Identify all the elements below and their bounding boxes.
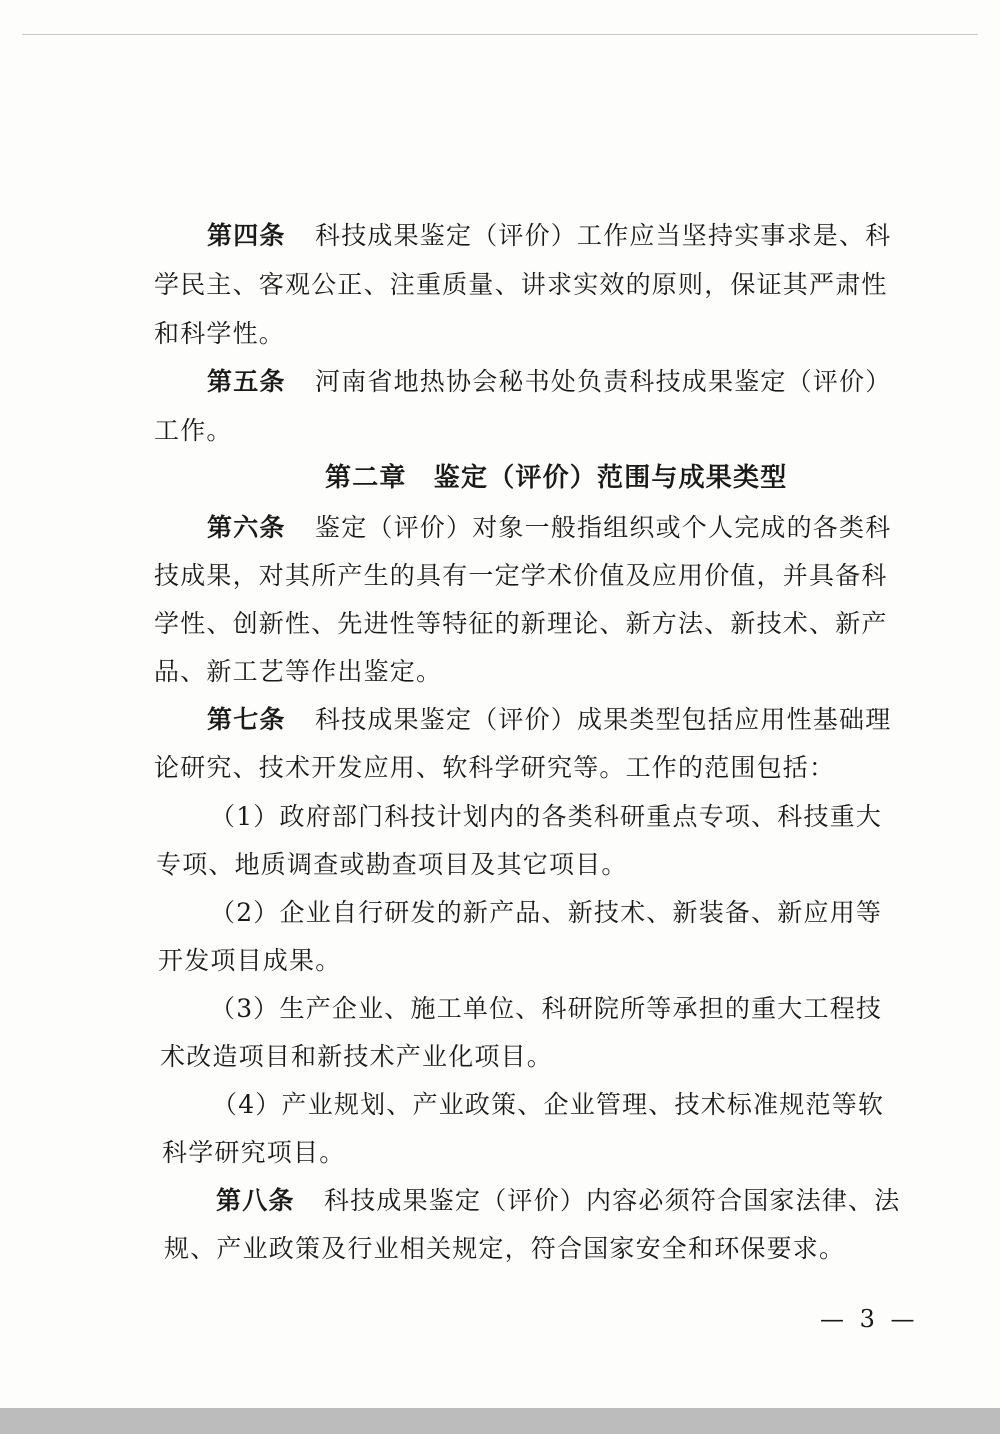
article-6-line-3: 学性、创新性、先进性等特征的新理论、新方法、新技术、新产: [154, 609, 888, 638]
article-7-line-1: 科技成果鉴定（评价）成果类型包括应用性基础理: [315, 705, 892, 734]
article-7-item-4-line-1: （4）产业规划、产业政策、企业管理、技术标准规范等软: [212, 1090, 885, 1119]
article-6-label: 第六条: [207, 513, 286, 542]
page-number: — 3 —: [820, 1305, 919, 1333]
article-8-line-2: 规、产业政策及行业相关规定，符合国家安全和环保要求。: [164, 1234, 846, 1263]
chapter-2-heading: 第二章 鉴定（评价）范围与成果类型: [325, 463, 788, 493]
article-5-line-2: 工作。: [154, 416, 233, 445]
article-7-item-2-line-1: （2）企业自行研发的新产品、新技术、新装备、新应用等: [210, 898, 883, 927]
article-8-label: 第八条: [216, 1186, 295, 1215]
article-7-item-1-line-1: （1）政府部门科技计划内的各类科研重点专项、科技重大: [210, 802, 883, 831]
article-6-line-4: 品、新工艺等作出鉴定。: [154, 657, 443, 686]
article-7-item-3-line-1: （3）生产企业、施工单位、科研院所等承担的重大工程技: [210, 994, 883, 1023]
article-4-line-2: 学民主、客观公正、注重质量、讲求实效的原则，保证其严肃性: [154, 270, 888, 299]
article-7-item-3-line-2: 术改造项目和新技术产业化项目。: [160, 1042, 554, 1071]
article-5-label: 第五条: [207, 367, 286, 396]
article-7-item-2-line-2: 开发项目成果。: [158, 946, 342, 975]
article-5-line-1: 河南省地热协会秘书处负责科技成果鉴定（评价）: [315, 367, 892, 396]
article-4-label: 第四条: [207, 221, 286, 250]
article-6-line-1: 鉴定（评价）对象一般指组织或个人完成的各类科: [315, 513, 892, 542]
article-4-line-1: 科技成果鉴定（评价）工作应当坚持实事求是、科: [315, 221, 892, 250]
article-7-item-4-line-2: 科学研究项目。: [162, 1138, 346, 1167]
article-7-label: 第七条: [207, 705, 286, 734]
article-7-line-2: 论研究、技术开发应用、软科学研究等。工作的范围包括：: [154, 753, 836, 782]
scanner-bottom-band: [0, 1408, 1000, 1434]
article-8-line-1: 科技成果鉴定（评价）内容必须符合国家法律、法: [324, 1186, 901, 1215]
article-7-item-1-line-2: 专项、地质调查或勘查项目及其它项目。: [156, 850, 628, 879]
article-4-line-3: 和科学性。: [154, 319, 286, 348]
article-6-line-2: 技成果，对其所产生的具有一定学术价值及应用价值，并具备科: [154, 561, 888, 590]
